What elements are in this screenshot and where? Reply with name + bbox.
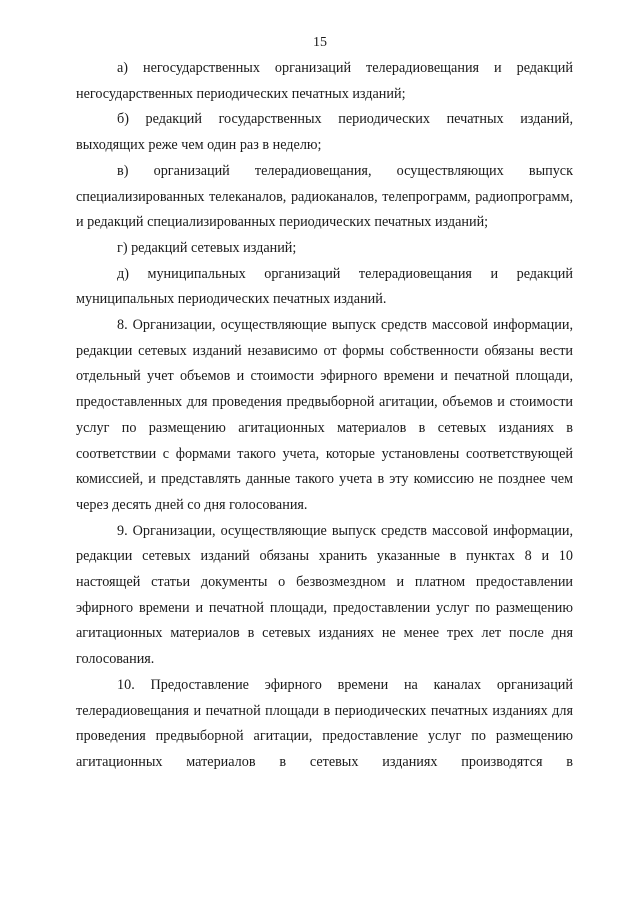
paragraph-item-g: г) редакций сетевых изданий;	[117, 239, 297, 256]
paragraph-clause-9: 9. Организации, осуществляющие выпуск средств массовой информации, редакции сетевых изданий обязаны хранить указанные в пунктах 8 и 10 настоящей статьи документы о безвозмездном и платном предоставлении эфирного времени и печатной площади, предоставлении услуг по размещению агитационных материалов в сетевых изданиях не менее трех лет после дня голосования.	[76, 522, 573, 668]
paragraph-item-b: б) редакций государственных периодических печатных изданий, выходящих реже чем один раз в неделю;	[76, 111, 573, 154]
paragraph-item-a: а) негосударственных организаций телерадиовещания и редакций негосударственных периодических печатных изданий;	[76, 60, 573, 102]
paragraph-item-d: д) муниципальных организаций телерадиовещания и редакций муниципальных периодических печатных изданий.	[76, 265, 573, 308]
document-body	[76, 56, 573, 776]
paragraph-item-v: в) организаций телерадиовещания, осуществляющих выпуск специализированных телеканалов, радиоканалов, телепрограмм, радиопрограмм, и редакций специализированных периодических печатных изданий;	[76, 162, 573, 231]
paragraph-clause-8: 8. Организации, осуществляющие выпуск средств массовой информации, редакции сетевых изданий независимо от формы собственности обязаны вести отдельный учет объемов и стоимости эфирного времени и печатной площади, предоставленных для проведения предвыборной агитации, объемов и стоимости услуг по размещению агитационных материалов в сетевых изданиях в соответствии с формами такого учета, которые установлены соответствующей комиссией, и представлять данные такого учета в эту комиссию не позднее чем через десять дней со дня голосования.	[76, 317, 573, 513]
paragraph-clause-10: 10. Предоставление эфирного времени на каналах организаций телерадиовещания и печатной площади в периодических печатных изданиях для проведения предвыборной агитации, предоставление услуг по размещению агитационных материалов в сетевых изданиях производятся в	[76, 676, 573, 770]
page-number: 15	[313, 35, 327, 50]
